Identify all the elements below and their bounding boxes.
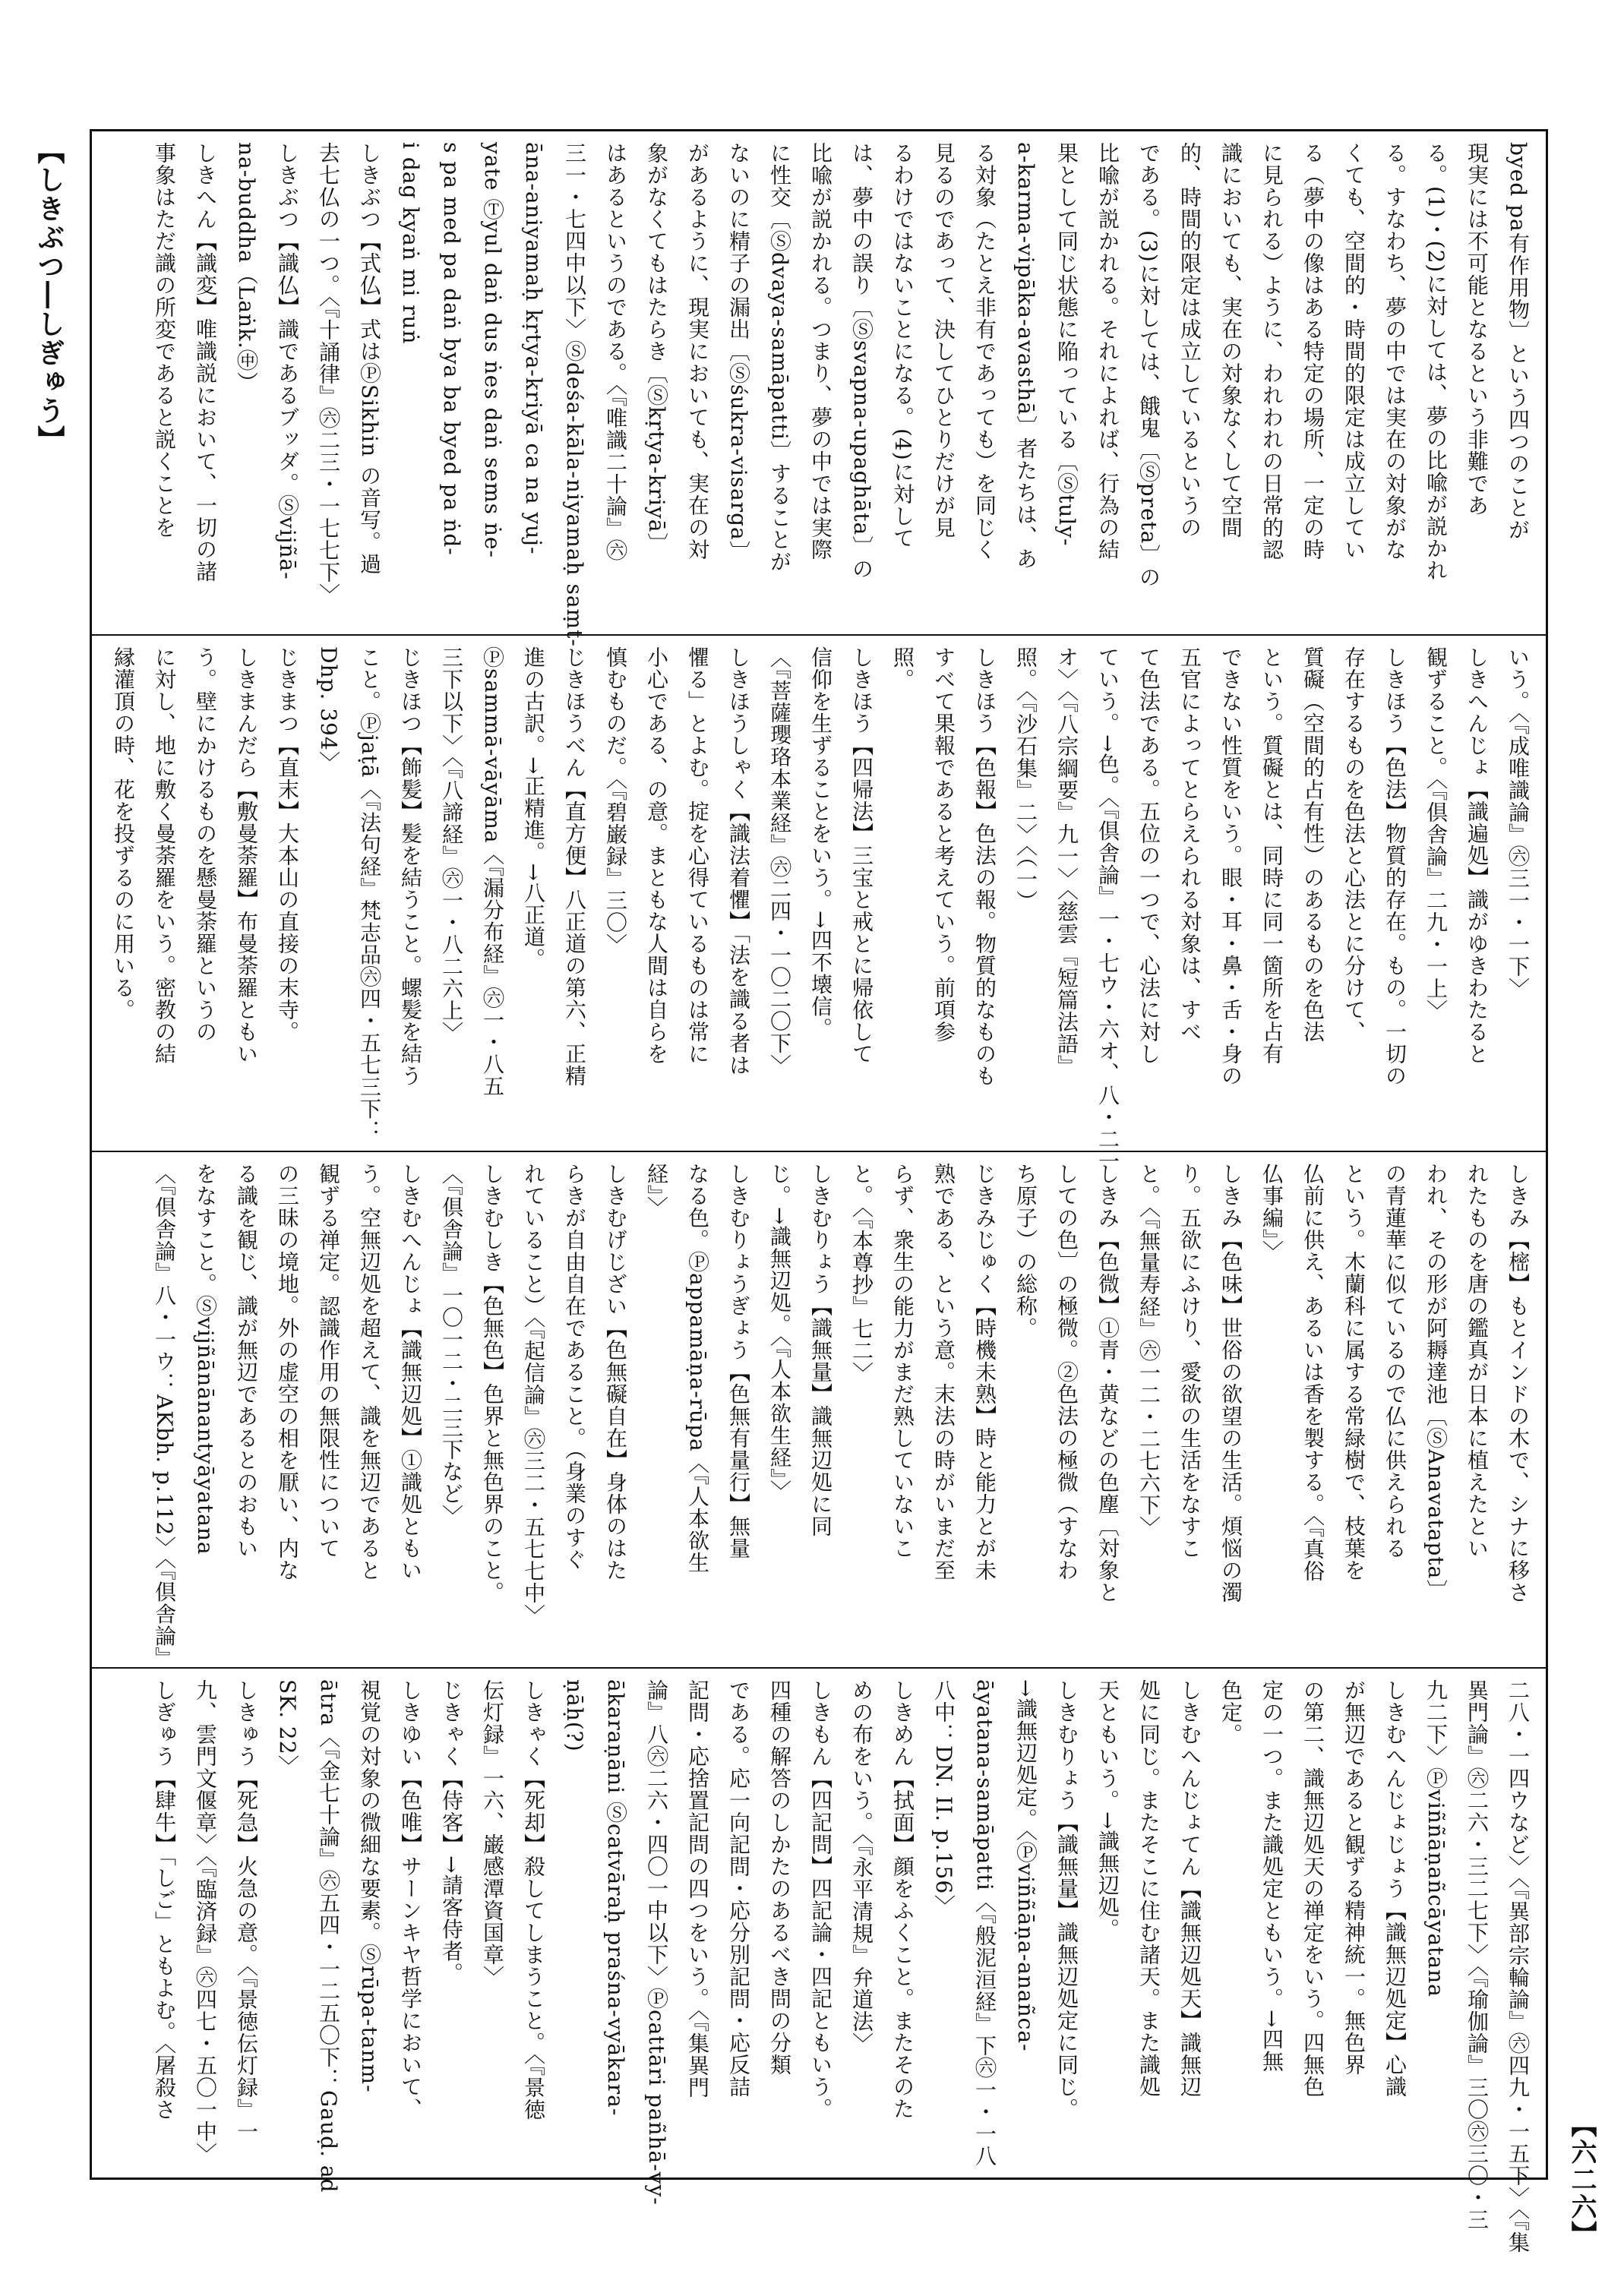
text-column: れていること）〈『起信論』㊅三二・五七七中〉 (521, 1163, 546, 1626)
text-column: SK. 22〉 (275, 1679, 300, 1777)
text-column: 観ずること。〈『倶舎論』二九・一上〉 (1423, 646, 1449, 1022)
text-column: しきむりょう【識無量】識無辺処定に同じ。 (1054, 1679, 1079, 2120)
text-column: 〈『倶舎論』八・一ウ：AKbh. p.112〉〈『倶舎論』 (152, 1163, 177, 1669)
text-column: る（夢中の像はある特定の場所、一定の時 (1300, 142, 1325, 561)
text-column: 九、雲門文偃章〉〈『臨済録』㊅四七・五〇一中〉 (193, 1679, 218, 2165)
text-column: 仏前に供え、あるいは香を製する。〈『真俗 (1300, 1163, 1325, 1582)
text-column: 二八・一四ウなど〉〈『異部宗輪論』㊅四九・一五下〉〈『集 (1506, 1679, 1531, 2253)
text-column: 八中：DN. II. p.156〉 (931, 1679, 956, 1917)
text-column: をなすこと。Ⓢvijñānānantyāyatana (193, 1163, 218, 1555)
text-column: じきゃく【侍客】→請客侍者。 (439, 1679, 464, 1985)
text-column: しきむりょうぎょう【色無有量行】無量 (726, 1163, 751, 1559)
text-column: āyatana-samāpatti〈『般泥洹経』下㊅一・一八 (972, 1679, 997, 2167)
text-column: 照。 (890, 646, 915, 690)
text-column: 比喩が説かれる。それによれば、行為の結 (1095, 142, 1120, 561)
text-column: 異門論』㊅二六・三二七下〉〈『瑜伽論』三〇㊅三〇・三 (1464, 1679, 1490, 2231)
text-column: 論』八㊅二六・四〇一中以下〉Ⓟcattāri pañhā-vy- (644, 1679, 669, 2206)
text-column: しきみ【色味】世俗の欲望の生活。煩悩の濁 (1218, 1163, 1243, 1603)
section-header: 【しきぶつ―しぎゅう】 (33, 137, 65, 454)
text-column: じきほうべん【直方便】八正道の第六、正精 (562, 646, 587, 1087)
text-column: 五官によってとらえられる対象は、すべ (1177, 646, 1202, 1043)
text-column: 天ともいう。→識無辺処。 (1095, 1679, 1120, 1941)
text-column: 経』〉 (644, 1163, 669, 1218)
page-number: 【六二六】 (1566, 2111, 1597, 2248)
text-column: 仏事編』〉 (1259, 1163, 1284, 1262)
text-column: i dag kyaṅ mi ruṅ (398, 142, 423, 345)
text-column: 識においても、実在の対象なくして空間 (1218, 142, 1243, 538)
text-column: 〈『倶舎論』一〇一二・二三下など〉 (439, 1163, 464, 1527)
text-column: 九二下〉Ⓟviññāṇañcāyatana (1423, 1679, 1449, 1998)
text-column: しきほうしゃく【識法着懼】「法を識る者は (726, 646, 751, 1076)
text-column: の三昧の境地。外の虚空の相を厭い、内な (275, 1163, 300, 1581)
text-column: れたものを唐の鑑真が日本に植えたとい (1464, 1163, 1490, 1559)
text-column: いう。〈『成唯識論』㊅三一・一下〉 (1506, 646, 1531, 1000)
text-column: 事象はただ識の所変であると説くことを (152, 142, 177, 538)
text-column: 処に同じ。またそこに住む諸天。また識処 (1136, 1679, 1161, 2098)
tier-divider (92, 1667, 1546, 1669)
text-column: Dhp. 394〉 (316, 646, 341, 773)
text-column: じ。→識無辺処。〈『人本欲生経』〉 (767, 1163, 792, 1502)
text-column: 懼る」とよむ。掟を心得ているものは常に (685, 646, 710, 1065)
text-column: じきみじゅく【時機未熟】時と能力とが未 (972, 1163, 997, 1581)
text-column: ないのに精子の漏出〔Ⓢśukra-visarga〕 (726, 142, 751, 563)
text-column: しきむへんじょじょう【識無辺処定】心識 (1382, 1679, 1408, 2098)
text-column: 視覚の対象の微細な要素。Ⓢrūpa-tanm- (357, 1679, 382, 2093)
text-column: という。木蘭科に属する常緑樹で、枝葉を (1341, 1163, 1366, 1581)
text-column: る。(1)・(2)に対しては、夢の比喩が説かれ (1423, 142, 1449, 582)
text-column: しぎゅう【肆牛】「しご」ともよむ。〈屠殺さ (152, 1679, 177, 2121)
text-column: 小心である、の意。まともな人間は自らを (644, 646, 669, 1065)
text-column: しきむしき【色無色】色界と無色界のこと。 (480, 1163, 505, 1603)
text-column: じきまつ【直末】大本山の直接の末寺。 (275, 646, 300, 1043)
text-column: が無辺であると観ずる精神統一。無色界 (1341, 1679, 1366, 2076)
text-column: 伝灯録』一六、巌感潭資国章〉 (480, 1679, 505, 1988)
text-column: しきむへんじょ【識無辺処】①識処ともい (398, 1163, 423, 1581)
text-column: 質礙（空間的占有性）のあるものを色法 (1300, 646, 1325, 1043)
text-column: ち原子）の総称。 (1013, 1163, 1038, 1339)
text-column: しきめん【拭面】顔をふくこと。またそのた (890, 1679, 915, 2120)
text-column: くても、空間的・時間的限定は成立してい (1341, 142, 1366, 561)
text-column: る対象（たとえ非有であっても）を同じく (972, 142, 997, 561)
text-column: 去七仏の一つ。〈『十誦律』㊅二三・一七七下〉 (316, 142, 341, 605)
text-column: byed pa有作用物〕という四つのことが (1506, 142, 1531, 541)
text-column: の青蓮華に似ているので仏に供えられる (1382, 1163, 1408, 1559)
text-column: て色法である。五位の一つで、心法に対し (1136, 646, 1161, 1065)
text-column: 三一・七四中以下〉Ⓢdeśa-kāla-niyamaḥ saṃt- (562, 142, 587, 647)
text-column: 果として同じ状態に陥っている〔Ⓢtuly- (1054, 142, 1079, 547)
text-column: しきゃく【死却】殺してしまうこと。〈『景徳 (521, 1679, 546, 2121)
text-column: 記問・応捨置記問の四つをいう。〈『集異門 (685, 1679, 710, 2099)
text-column: があるように、現実においても、実在の対 (685, 142, 710, 561)
text-column: 比喩が説かれる。つまり、夢の中では実際 (808, 142, 833, 561)
tier-divider (92, 1151, 1546, 1152)
text-column: yate Ⓣyul daṅ dus ṅes daṅ sems ṅe- (480, 142, 505, 558)
text-column: しての色〕の極微。②色法の極微（すなわ (1054, 1163, 1079, 1581)
text-column: こと。Ⓟjaṭā〈『法句経』梵志品㊅四・五七三下： (357, 646, 382, 1142)
text-column: しきへん【識変】唯識説において、一切の諸 (193, 142, 218, 583)
text-column: 〈『菩薩瓔珞本業経』㊅二四・一〇二〇下〉 (767, 646, 792, 1076)
text-column: と。〈『無量寿経』㊅一二・二七六下〉 (1136, 1163, 1161, 1538)
text-column: →識無辺処定。〈Ⓟviññāṇa-anañca- (1013, 1679, 1038, 2052)
text-column: 信仰を生ずることをいう。→四不壊信。 (808, 646, 833, 1040)
text-column: なる色。Ⓟappamāṇa-rūpa〈『人本欲生 (685, 1163, 710, 1574)
text-column: 熟である、という意。末法の時がいまだ至 (931, 1163, 956, 1581)
text-column: しきむへんじょてん【識無辺処天】識無辺 (1177, 1679, 1202, 2098)
text-column: に対し、地に敷く曼荼羅をいう。密教の結 (152, 646, 177, 1065)
text-column: s pa med pa daṅ bya ba byed pa ṅd- (439, 142, 464, 556)
text-column: という。質礙とは、同時に同一箇所を占有 (1259, 646, 1284, 1065)
text-column: na-buddha（Laṅk.㊥） (234, 142, 259, 393)
text-column: 慎むものだ。〈『碧巌録』三〇〉 (603, 646, 628, 955)
text-column: は、夢中の誤り〔Ⓢsvapna-upaghāta〕の (849, 142, 874, 580)
text-column: らず、衆生の能力がまだ熟していないこ (890, 1163, 915, 1559)
text-column: ākaraṇāni Ⓢcatvāraḥ praśna-vyākara- (603, 1679, 628, 2117)
text-column: る。すなわち、夢の中では実在の対象がな (1382, 142, 1408, 561)
text-column: 現実には不可能となるという非難であ (1464, 142, 1490, 516)
page-frame (90, 129, 1548, 2253)
text-column: 照。〈『沙石集』二〉〈（一） (1013, 646, 1038, 912)
text-column: に性交〔Ⓢdvaya-samāpatti〕することが (767, 142, 792, 573)
text-column: ātra〈『金七十論』㊅五四・一二五〇下：Gauḍ. ad (316, 1679, 341, 2193)
text-column: と。〈『本尊抄』七二〉 (849, 1163, 874, 1384)
text-column: う。壁にかけるものを懸曼荼羅というの (193, 646, 218, 1043)
text-column: āna-aniyamaḥ kṛtya-kriyā ca na yuj- (521, 142, 546, 555)
text-column: らきが自由自在であること。（身業のすぐ (562, 1163, 587, 1571)
text-column: われ、その形が阿耨達池〔ⓈAnavatapta〕 (1423, 1163, 1449, 1602)
text-column: a-karma-vipāka-avasthā〕者たちは、あ (1013, 142, 1038, 570)
text-column: オ〉〈『八宗綱要』九一〉〈慈雲『短篇法語』 (1054, 646, 1079, 1077)
text-column: しきみ【色微】①青・黄などの色塵〔対象と (1095, 1163, 1120, 1603)
text-column: 進の古訳。→正精進。→八正道。 (521, 646, 546, 970)
text-column: の第二、識無辺処天の禅定をいう。四無色 (1300, 1679, 1325, 2098)
text-column: 定の一つ。また識処定ともいう。→四無 (1259, 1679, 1284, 2073)
text-column: しきむりょう【識無量】識無辺処に同 (808, 1163, 833, 1537)
text-column: しきゅう【死急】火急の意。〈『景徳伝灯録』一 (234, 1679, 259, 2143)
text-column: しきへんじょ【識遍処】識がゆきわたると (1464, 646, 1490, 1065)
text-column: しきぶつ【識仏】識であるブッダ。Ⓢvijñā- (275, 142, 300, 580)
text-column: である。応一向記問・応分別記問・応反詰 (726, 1679, 751, 2098)
text-column: すべて果報であると考えていう。前項参 (931, 646, 956, 1043)
text-column: 象がなくてもはたらき〔Ⓢkṛtya-kriyā〕 (644, 142, 669, 555)
text-column: 見るのであって、決してひとりだけが見 (931, 142, 956, 538)
text-column: 三下以下〉〈『八諦経』㊅一・八二六上〉 (439, 646, 464, 1044)
text-column: ṇāḥ(?) (562, 1679, 587, 1752)
tier-divider (92, 634, 1546, 636)
text-column: に見られる）ように、われわれの日常的認 (1259, 142, 1284, 561)
text-column: 存在するものを色法と心法とに分けて、 (1341, 646, 1366, 1043)
text-column: しきほう【色法】物質的存在。もの。一切の (1382, 646, 1408, 1087)
text-column: はあるというのである。〈『唯識二十論』㊅ (603, 142, 628, 561)
text-column: できない性質をいう。眼・耳・鼻・舌・身の (1218, 646, 1243, 1087)
text-column: 四種の解答のしかたのあるべき問の分類 (767, 1679, 792, 2076)
text-column: 色定。 (1218, 1679, 1243, 1745)
text-column: り。五欲にふけり、愛欲の生活をなすこ (1177, 1163, 1202, 1559)
text-column: しきみ【樒】もとインドの木で、シナに移さ (1506, 1163, 1531, 1603)
text-column: ていう。→色。〈『倶舎論』一・七ウ・六オ、八・二一 (1095, 646, 1120, 1173)
text-column: るわけではないことになる。(4)に対して (890, 142, 915, 549)
text-column: めの布をいう。〈『永平清規』弁道法〉 (849, 1679, 874, 2054)
text-column: しきまんだら【敷曼荼羅】布曼荼羅ともい (234, 646, 259, 1065)
text-column: しきむげじざい【色無礙自在】身体のはた (603, 1163, 628, 1581)
text-column: しきもん【四記問】四記論・四記ともいう。 (808, 1679, 833, 2120)
text-column: しきほう【四帰法】三宝と戒とに帰依して (849, 646, 874, 1065)
text-column: じきほつ【飾髪】髪を結うこと。螺髪を結う (398, 646, 423, 1087)
text-column: 縁灌頂の時、花を投ずるのに用いる。 (111, 646, 136, 1021)
text-column: である。(3)に対しては、餓鬼〔Ⓢpreta〕の (1136, 142, 1161, 589)
text-column: しきぶつ【式仏】式はⓅSikhin の音写。過 (357, 142, 382, 576)
text-column: 観ずる禅定。認識作用の無限性について (316, 1163, 341, 1559)
text-column: しきほう【色報】色法の報。物質的なものも (972, 646, 997, 1087)
text-column: る識を観じ、識が無辺であるとのおもい (234, 1163, 259, 1559)
text-column: 的、時間的限定は成立しているというの (1177, 142, 1202, 538)
text-column: しきゆい【色唯】サーンキヤ哲学において、 (398, 1679, 423, 2120)
text-column: う。空無辺処を超えて、識を無辺であると (357, 1163, 382, 1581)
text-column: Ⓟsammā-vāyāma〈『漏分布経』㊅一・八五 (480, 646, 505, 1097)
